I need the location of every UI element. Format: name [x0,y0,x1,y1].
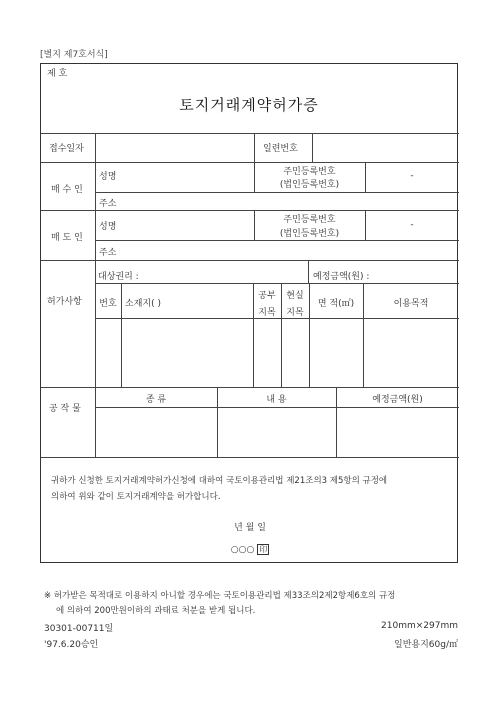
permit-statement-line-1: 귀하가 신청한 토지거래계약허가신청에 대하여 국토이용관리법 제21조의3 제5항의 규정에 [51,476,388,486]
col-planned-price-header: 예정금액(원) [372,395,423,405]
col-area-header: 면 적(㎡) [317,299,355,309]
col-actual-category-header-2: 지목 [286,308,304,318]
paper-type: 일반용지60g/㎡ [394,640,458,650]
form-title: 토지거래계약허가증 [179,96,319,114]
serial-number-label: 일련번호 [263,144,298,154]
permit-details-label: 허가사항 [47,297,82,307]
divider [41,387,459,388]
divider [95,407,459,408]
approval-date: '97.6.20승인 [44,640,99,650]
divider [95,192,459,193]
divider [41,210,459,211]
receipt-date-label: 접수일자 [49,144,84,154]
issuer-line [41,544,459,555]
col-purpose-header: 이용목적 [393,299,429,309]
divider [312,133,313,162]
divider [95,162,96,210]
col-kind-header: 종 류 [145,395,167,405]
form-code: 30301-00711일 [44,624,114,634]
paper-size: 210mm×297mm [381,621,458,631]
divider [95,210,96,260]
seller-name-label: 성명 [99,222,117,232]
col-number-header: 번호 [99,299,117,309]
col-public-category-header-2: 지목 [258,308,276,318]
buyer-corp-id-label: (법인등록번호) [279,180,340,190]
divider [41,457,459,458]
structures-label: 공 작 물 [49,404,81,414]
divider [41,162,459,163]
divider [95,283,459,284]
target-rights-label: 대상권리 : [98,272,139,282]
divider [95,260,96,387]
col-actual-category-header-1: 현실 [286,291,304,301]
buyer-address-label: 주소 [99,199,117,209]
seller-id-label: 주민등록번호 [283,215,336,225]
seller-address-label: 주소 [99,248,117,258]
form-number-label: [별지 제7호서식] [40,50,108,60]
buyer-name-label: 성명 [99,172,117,182]
divider [41,133,459,134]
notice-line-2: 에 의하여 200만원이하의 과태료 처분을 받게 됩니다. [56,606,256,616]
divider [95,318,459,319]
seller-corp-id-label: (법인등록번호) [279,229,340,239]
issuer-name: ○○○ [230,545,255,555]
seal-mark: 印 [259,545,268,554]
planned-price-label: 예정금액(원) : [313,272,370,282]
document-number-label: 제 호 [47,69,68,79]
col-content-header: 내 용 [266,395,287,405]
buyer-id-dash: - [410,171,414,181]
permit-statement-line-2: 의하여 위와 같이 토지거래계약을 허가합니다. [51,492,221,502]
seller-id-dash: - [410,220,414,230]
divider [95,133,96,162]
col-location-header: 소재지( ) [125,299,161,309]
divider [254,133,255,162]
issue-date-line: 년 월 일 [234,523,266,533]
permit-form [40,63,458,563]
buyer-id-label: 주민등록번호 [283,167,336,177]
divider [95,240,459,241]
divider [121,283,122,387]
seller-label: 매 도 인 [51,233,83,243]
buyer-label: 매 수 인 [51,185,83,195]
notice-line-1: ※ 허가받은 목적대로 이용하지 아니할 경우에는 국토이용관리법 제33조의2제2항제6호의 규정 [44,591,396,601]
divider [308,260,309,283]
divider [41,260,459,261]
col-public-category-header-1: 공부 [258,291,276,301]
